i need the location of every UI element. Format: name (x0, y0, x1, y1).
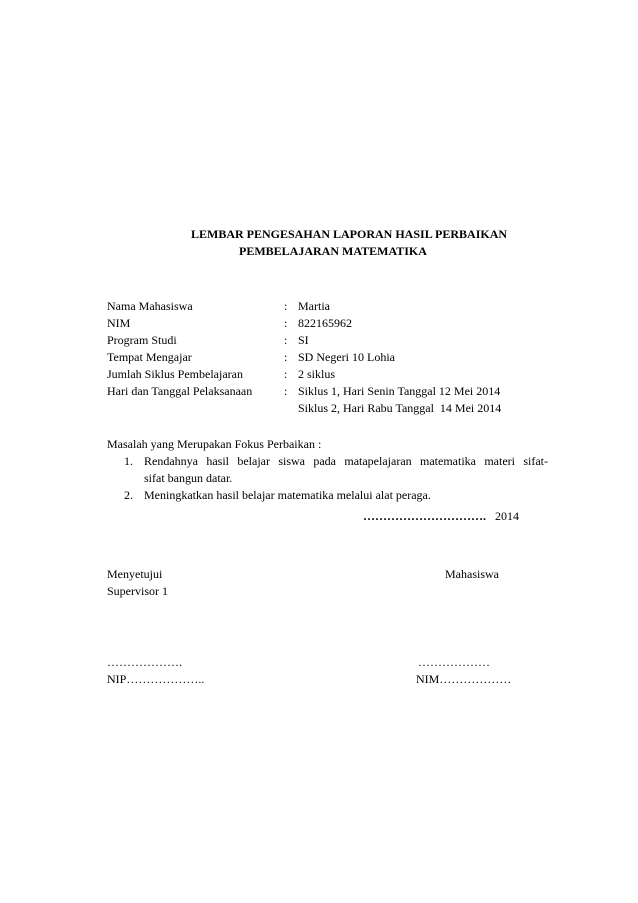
field-value-nim: 822165962 (298, 316, 352, 330)
field-value-jumlah-siklus: 2 siklus (298, 367, 336, 381)
field-value-tempat-mengajar: SD Negeri 10 Lohia (298, 350, 395, 364)
field-colon: : (284, 384, 288, 398)
student-nim: NIM……………… (416, 672, 512, 686)
approval-label: Menyetujui (107, 567, 163, 581)
field-value-nama: Martia (298, 299, 330, 313)
date-dots: …………………………. (363, 509, 486, 523)
word: hasil (206, 454, 229, 468)
student-label: Mahasiswa (445, 567, 499, 581)
student-signature-dots: ……………… (418, 655, 490, 669)
field-value-siklus-1: Siklus 1, Hari Senin Tanggal 12 Mei 2014 (298, 384, 501, 398)
supervisor-signature-dots: ………………. (107, 655, 182, 669)
document-title-line2: PEMBELAJARAN MATEMATIKA (239, 244, 427, 258)
field-colon: : (284, 367, 288, 381)
field-label-jumlah-siklus: Jumlah Siklus Pembelajaran (107, 367, 243, 381)
document-title-line1: LEMBAR PENGESAHAN LAPORAN HASIL PERBAIKAN (191, 227, 508, 241)
word: matematika (420, 454, 476, 468)
list-item-1-line2: sifat bangun datar. (144, 471, 233, 485)
list-item-number: 1. (124, 454, 133, 468)
word: siswa (278, 454, 306, 468)
field-label-tempat-mengajar: Tempat Mengajar (107, 350, 192, 364)
field-label-nama: Nama Mahasiswa (107, 299, 193, 313)
supervisor-nip: NIP……………….. (107, 672, 205, 686)
word: Rendahnya (144, 454, 198, 468)
list-item-2-line1: Meningkatkan hasil belajar matematika melalui alat peraga. (144, 488, 431, 502)
field-label-program-studi: Program Studi (107, 333, 177, 347)
word: belajar (237, 454, 270, 468)
field-colon: : (284, 299, 288, 313)
date-year: 2014 (495, 509, 519, 523)
field-colon: : (284, 316, 288, 330)
field-value-siklus-2: Siklus 2, Hari Rabu Tanggal 14 Mei 2014 (298, 401, 502, 415)
date-line (363, 508, 519, 525)
field-label-hari-tanggal: Hari dan Tanggal Pelaksanaan (107, 384, 253, 398)
word: sifat- (523, 454, 548, 468)
word: pada (313, 454, 337, 468)
problems-heading: Masalah yang Merupakan Fokus Perbaikan : (107, 437, 322, 451)
word: materi (484, 454, 515, 468)
field-colon: : (284, 333, 288, 347)
word: matapelajaran (344, 454, 412, 468)
field-label-nim: NIM (107, 316, 131, 330)
field-colon: : (284, 350, 288, 364)
supervisor-label: Supervisor 1 (107, 584, 168, 598)
list-item-1-line1 (144, 453, 548, 470)
field-value-program-studi: SI (298, 333, 309, 347)
list-item-number: 2. (124, 488, 133, 502)
